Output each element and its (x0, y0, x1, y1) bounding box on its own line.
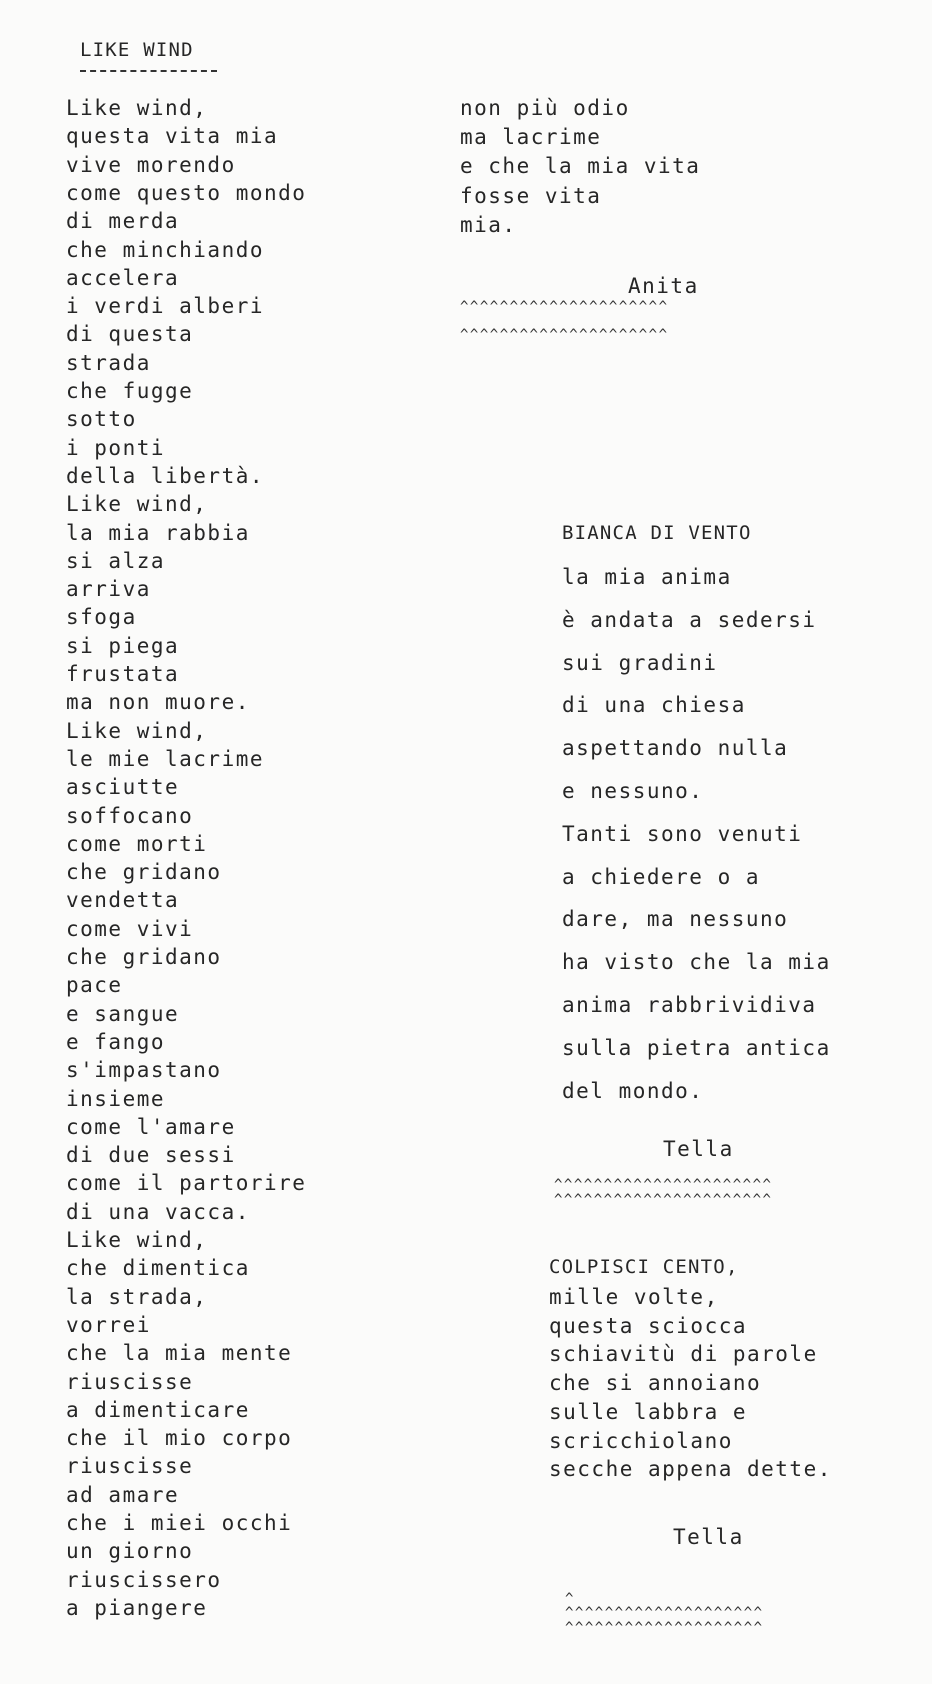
poem-title-colpisci-cento: COLPISCI CENTO, (549, 1256, 739, 1278)
poem-line: fosse vita (460, 183, 602, 208)
poem-line: che gridano (66, 945, 222, 969)
poem-line: vive morendo (66, 152, 236, 177)
poem-line: a chiedere o a (562, 864, 761, 889)
poem-line: le mie lacrime (66, 746, 265, 771)
poem-line: è andata a sedersi (562, 607, 817, 632)
poem-line: di una chiesa (562, 693, 746, 718)
poem-line: e nessuno. (562, 779, 704, 803)
poem-line: che i miei occhi (66, 1511, 293, 1535)
ornament-line: ^^^^^^^^^^^^^^^^^^^^ (565, 1605, 764, 1621)
poem-line: di questa (66, 322, 194, 347)
poem-line: scricchiolano (549, 1428, 733, 1453)
poem-line: la mia anima (562, 565, 732, 589)
poem-line: vendetta (66, 888, 180, 913)
poem-line: la strada, (66, 1284, 208, 1309)
poem-line: del mondo. (562, 1078, 704, 1103)
poem-line: a dimenticare (66, 1397, 250, 1422)
poem-line: mille volte, (549, 1285, 719, 1309)
poem-line: arriva (66, 577, 151, 602)
poem-line: come l'amare (66, 1114, 236, 1139)
poem-line: che la mia mente (66, 1341, 293, 1366)
poem-line: ma lacrime (460, 125, 602, 150)
poem-line: i ponti (66, 435, 166, 460)
poem-line: sui gradini (562, 650, 718, 675)
poem-line: sotto (66, 407, 137, 432)
poem-line: Tanti sono venuti (562, 821, 803, 846)
poem-line: asciutte (66, 775, 180, 800)
poem-line: Like wind, (66, 492, 208, 517)
ornament-line: ^^^^^^^^^^^^^^^^^^^^^^ (554, 1192, 773, 1208)
poem-title-bianca-di-vento: BIANCA DI VENTO (562, 522, 752, 544)
poem-line: riuscissero (66, 1567, 222, 1592)
poem-line: dare, ma nessuno (562, 907, 789, 932)
poem-line: sfoga (66, 605, 137, 630)
poem-line: soffocano (66, 803, 194, 828)
ornament-line: ^^^^^^^^^^^^^^^^^^^^ (565, 1620, 764, 1636)
poem-line: accelera (66, 265, 180, 290)
poem-line: si alza (66, 548, 166, 573)
poem-line: secche appena dette. (549, 1457, 832, 1482)
poem-line: la mia rabbia (66, 520, 250, 545)
poem-line: a piangere (66, 1595, 208, 1620)
poem-line: di due sessi (66, 1143, 236, 1168)
ornament-line: ^^^^^^^^^^^^^^^^^^^^^ (460, 327, 669, 343)
poem-line: che dimentica (66, 1256, 250, 1281)
poem-line: che si annoiano (549, 1371, 762, 1396)
ornament-line: ^^^^^^^^^^^^^^^^^^^^^^ (554, 1177, 773, 1193)
poem-line: riuscisse (66, 1454, 194, 1479)
poem-line: pace (66, 973, 123, 998)
poem-line: ad amare (66, 1482, 180, 1507)
poem-line: anima rabbrividiva (562, 993, 817, 1017)
poem-line: non più odio (460, 96, 630, 120)
poem-line: questa sciocca (549, 1313, 748, 1338)
poem-line: si piega (66, 633, 180, 658)
poem-line: i verdi alberi (66, 294, 265, 319)
ornament-mark: ^ (565, 1591, 575, 1607)
signature-tella: Tella (663, 1137, 734, 1161)
poem-line: e che la mia vita (460, 154, 701, 179)
poem-title-like-wind: LIKE WIND (80, 39, 194, 61)
poem-line: Like wind, (66, 96, 208, 120)
signature-tella: Tella (673, 1525, 744, 1549)
poem-line: strada (66, 350, 151, 375)
poem-line: come vivi (66, 916, 194, 941)
poem-line: che gridano (66, 860, 222, 885)
ornament-line: ^^^^^^^^^^^^^^^^^^^^^ (460, 299, 669, 315)
poem-line: di una vacca. (66, 1199, 250, 1224)
poem-line: che il mio corpo (66, 1426, 293, 1451)
poem-line: e sangue (66, 1001, 180, 1026)
poem-line: come il partorire (66, 1171, 307, 1196)
title-underline (80, 70, 217, 72)
poem-line: Like wind, (66, 1228, 208, 1252)
poem-line: s'impastano (66, 1058, 222, 1083)
poem-line: di merda (66, 209, 180, 234)
poem-line: riuscisse (66, 1369, 194, 1394)
poem-line: frustata (66, 662, 180, 686)
signature-anita: Anita (628, 274, 699, 298)
poem-line: schiavitù di parole (549, 1342, 818, 1367)
poem-line: Like wind, (66, 718, 208, 743)
poem-line: ha visto che la mia (562, 950, 831, 975)
poem-line: e fango (66, 1029, 166, 1054)
poem-line: vorrei (66, 1312, 151, 1337)
poem-line: sulla pietra antica (562, 1035, 831, 1060)
poem-line: insieme (66, 1086, 166, 1111)
poem-line: questa vita mia (66, 124, 279, 149)
poem-line: sulle labbra e (549, 1399, 748, 1424)
poem-line: che minchiando (66, 237, 265, 262)
poem-line: mia. (460, 212, 517, 237)
poem-line: che fugge (66, 379, 194, 403)
poem-line: come questo mondo (66, 180, 307, 205)
poem-line: un giorno (66, 1539, 194, 1564)
poem-line: aspettando nulla (562, 736, 789, 761)
poem-line: della libertà. (66, 463, 265, 488)
poem-line: come morti (66, 831, 208, 856)
poem-line: ma non muore. (66, 690, 250, 715)
